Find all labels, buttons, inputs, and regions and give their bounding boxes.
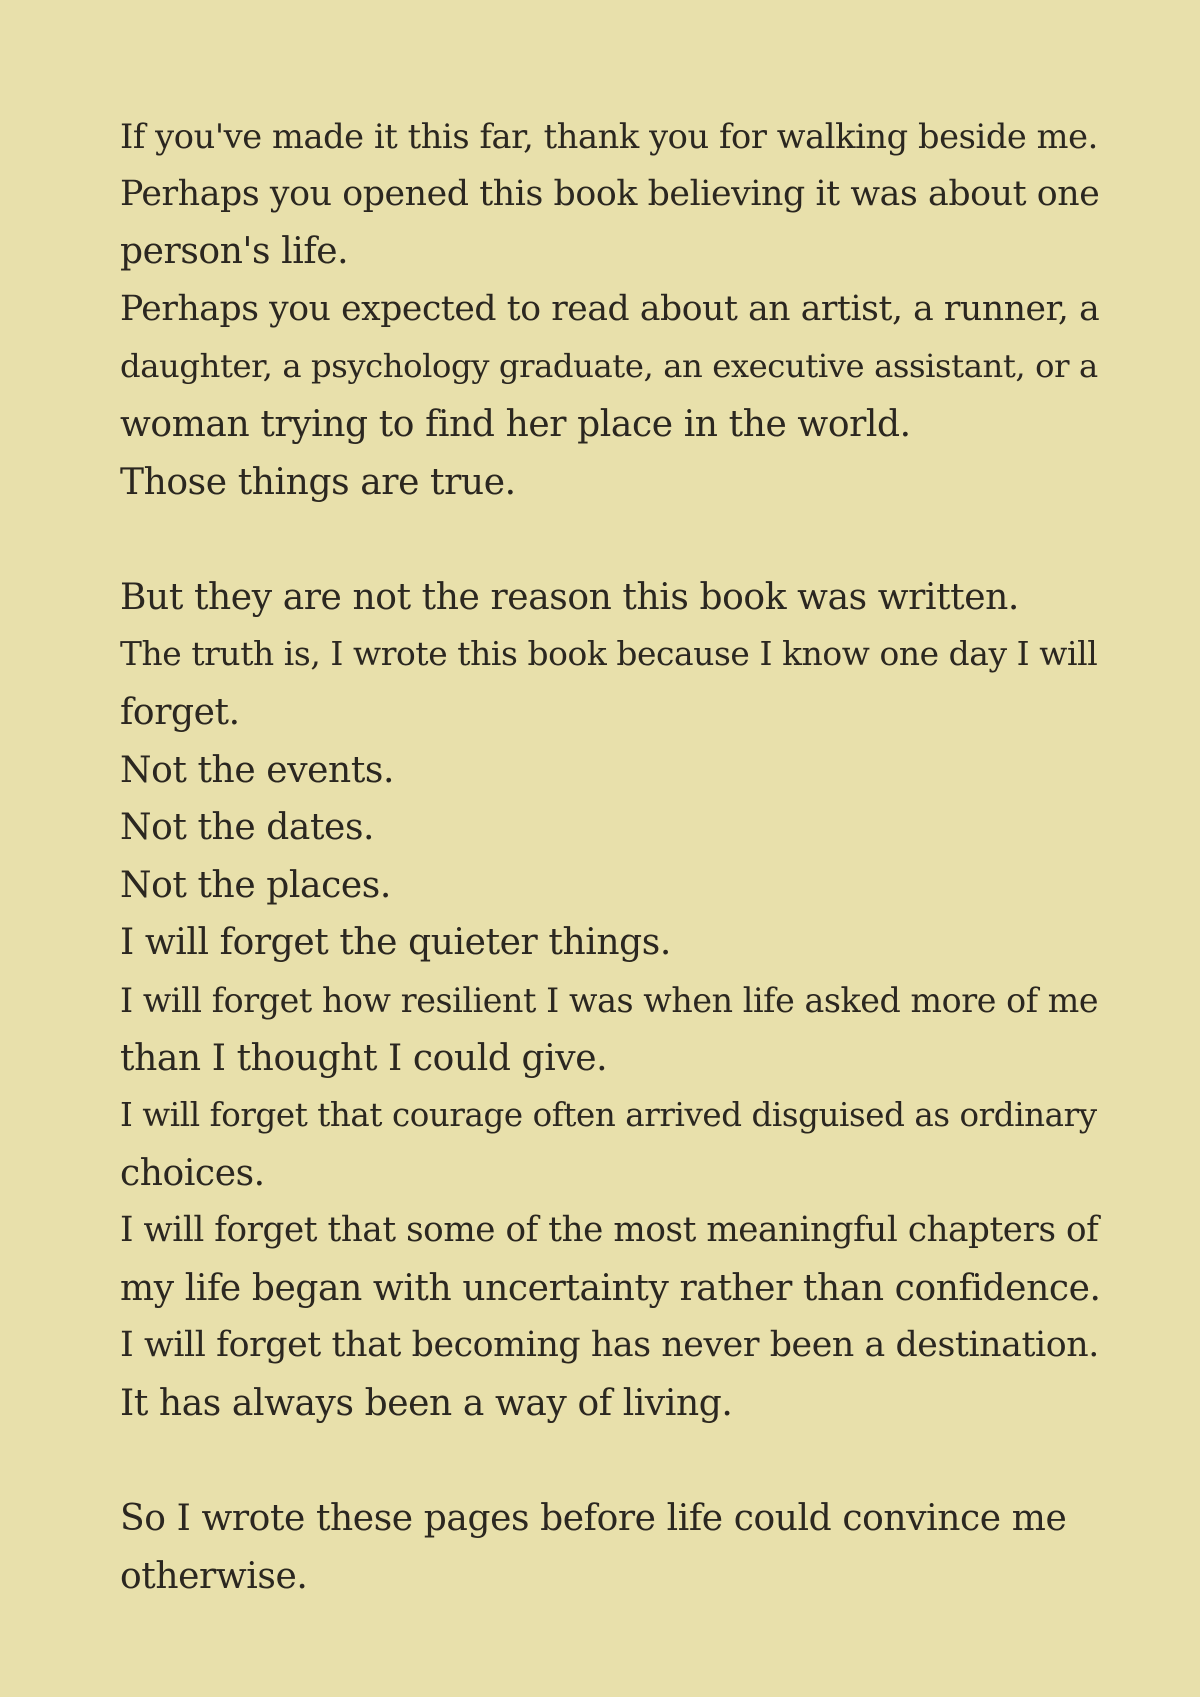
text-line: forget. bbox=[120, 691, 240, 733]
text-line: I will forget how resilient I was when life asked more of me bbox=[120, 980, 1099, 1020]
text-line: person's life. bbox=[120, 231, 349, 273]
body-text bbox=[120, 108, 1110, 1605]
text-line: I will forget that some of the most meaningful chapters of bbox=[120, 1210, 1099, 1251]
text-line: choices. bbox=[120, 1152, 265, 1194]
text-line: Not the events. bbox=[120, 749, 395, 791]
text-line: than I thought I could give. bbox=[120, 1037, 608, 1079]
text-line: Not the dates. bbox=[120, 807, 375, 849]
text-line: So I wrote these pages before life could convince me bbox=[120, 1498, 1067, 1540]
text-line: I will forget that courage often arrived disguised as ordinary bbox=[120, 1096, 1097, 1135]
paragraph-break bbox=[120, 1433, 1110, 1491]
text-line: If you've made it this far, thank you for walking beside me. bbox=[120, 117, 1098, 156]
text-line: woman trying to find her place in the world. bbox=[120, 403, 911, 445]
text-line: Perhaps you opened this book believing it was about one bbox=[120, 173, 1100, 214]
text-line: otherwise. bbox=[120, 1555, 308, 1597]
text-line: I will forget that becoming has never been a destination. bbox=[120, 1325, 1099, 1366]
text-line: It has always been a way of living. bbox=[120, 1383, 733, 1425]
text-line: The truth is, I wrote this book because I know one day I will bbox=[120, 635, 1098, 674]
text-line: I will forget the quieter things. bbox=[120, 922, 671, 964]
text-line: Those things are true. bbox=[120, 461, 516, 503]
text-line: Perhaps you expected to read about an artist, a runner, a bbox=[120, 288, 1100, 329]
paragraph-break bbox=[120, 511, 1110, 569]
text-line: But they are not the reason this book was written. bbox=[120, 576, 1019, 618]
text-line: Not the places. bbox=[120, 864, 391, 906]
text-line: daughter, a psychology graduate, an executive assistant, or a bbox=[120, 347, 1098, 386]
text-line: my life began with uncertainty rather than confidence. bbox=[120, 1267, 1101, 1309]
